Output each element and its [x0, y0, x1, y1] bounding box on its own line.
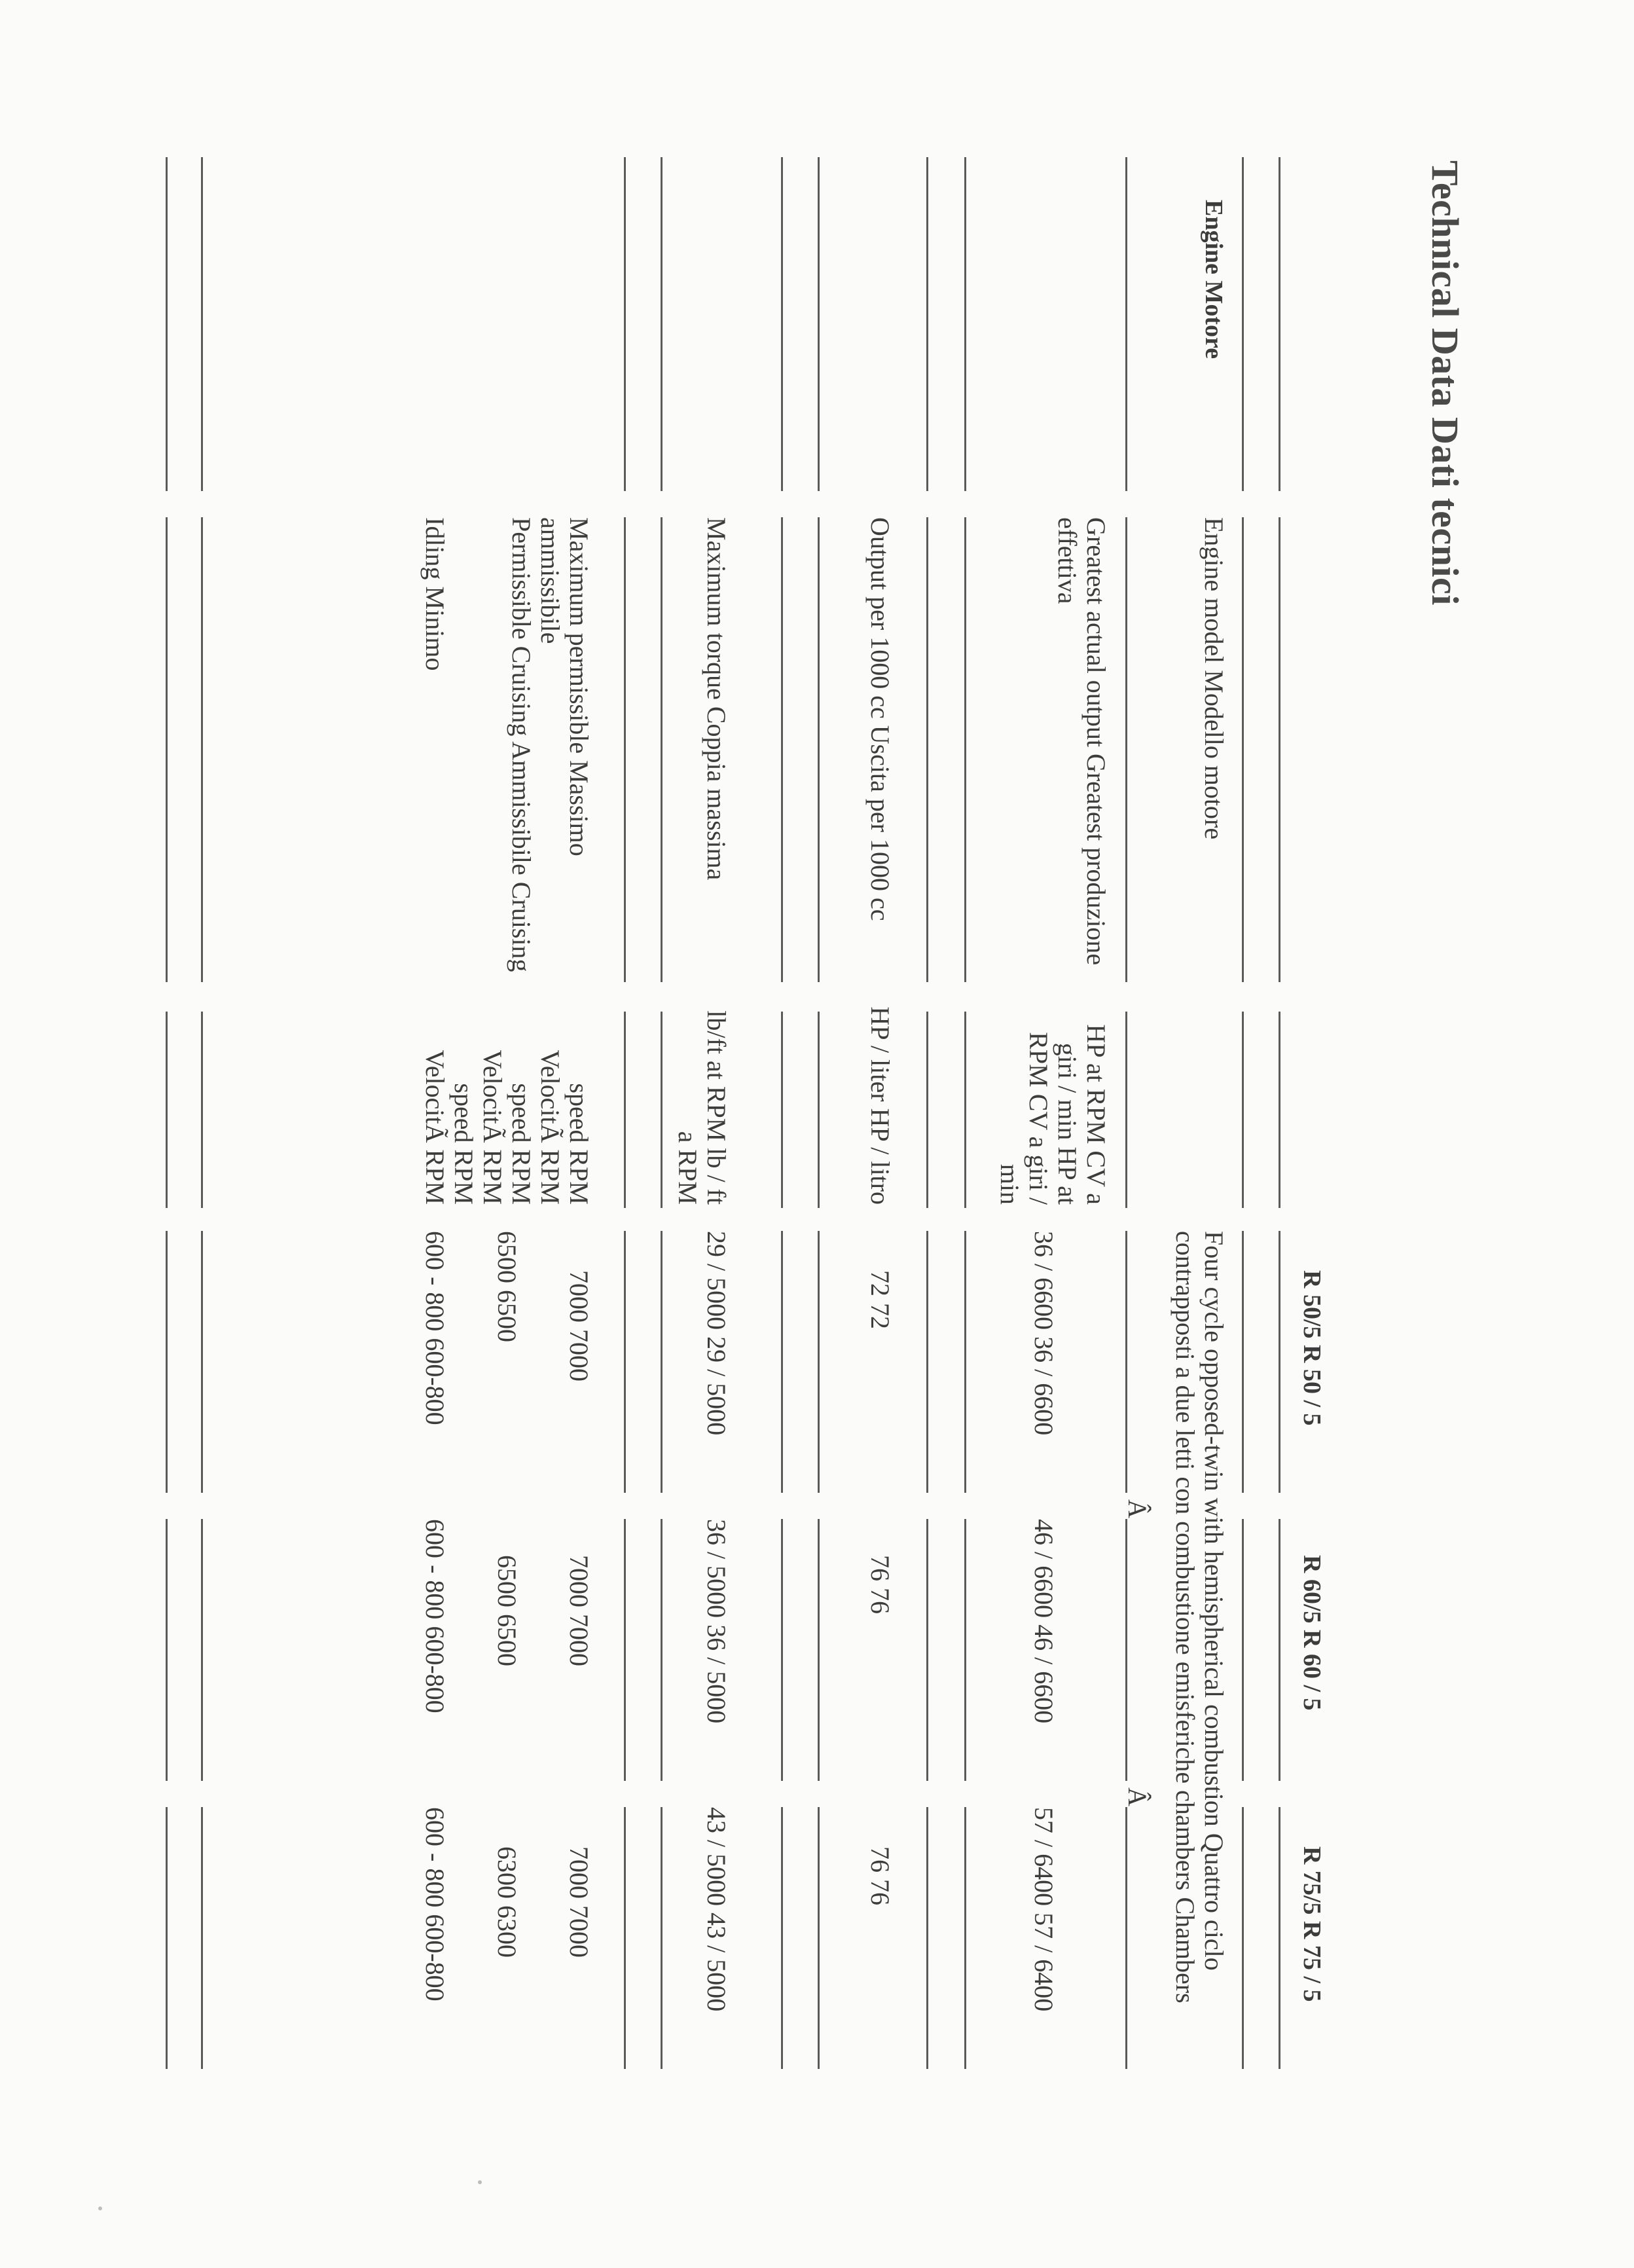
rule-line — [964, 517, 966, 982]
torque-label: Maximum torque Coppia massima — [702, 517, 731, 881]
output-per-liter-label: Output per 1000 cc Uscita per 1000 cc — [865, 517, 895, 921]
stray-character: Â — [1123, 1787, 1152, 1806]
idling-label: Idling Minimo — [420, 517, 450, 671]
rule-line — [1279, 1012, 1280, 1208]
torque-unit: lb/ft at RPM lb / ft a RPM — [673, 1010, 731, 1205]
rule-line — [964, 1519, 966, 1781]
output-per-liter-r50: 72 72 — [865, 1270, 895, 1329]
rule-line — [1242, 1519, 1244, 1781]
rule-line — [1242, 1231, 1244, 1493]
rule-line — [781, 157, 783, 491]
output-unit: HP at RPM CV a giri / min HP at RPM CV a giri / min — [995, 1024, 1111, 1205]
rule-line — [661, 1012, 663, 1208]
rule-line — [1125, 1519, 1127, 1781]
rule-line — [624, 517, 626, 982]
rule-line — [1125, 517, 1127, 982]
engine-model-label: Engine model Modello motore — [1199, 517, 1229, 840]
rule-line — [818, 1231, 820, 1493]
rule-line — [964, 1012, 966, 1208]
rule-line — [926, 1807, 928, 2069]
rule-line — [781, 1807, 783, 2069]
page-title: Technical Data Dati tecnici — [1424, 160, 1466, 606]
cruising-speed-r60: 6500 6500 — [492, 1555, 522, 1666]
output-r75: 57 / 6400 57 / 6400 — [1029, 1807, 1059, 2012]
output-per-liter-r60: 76 76 — [865, 1555, 895, 1614]
rule-line — [964, 1807, 966, 2069]
rule-line — [1279, 517, 1280, 982]
output-label: Greatest actual output Greatest produzione effettiva — [1053, 517, 1111, 966]
rule-line — [818, 517, 820, 982]
rule-line — [926, 1519, 928, 1781]
rule-line — [1242, 157, 1244, 491]
stray-character: Â — [1123, 1499, 1152, 1518]
rule-line — [661, 1807, 663, 2069]
rule-line — [781, 1519, 783, 1781]
output-per-liter-r75: 76 76 — [865, 1846, 895, 1905]
rule-line — [624, 1012, 626, 1208]
max-speed-unit: speed RPM VelocitÃ RPM — [536, 1050, 594, 1205]
idling-unit: speed RPM VelocitÃ RPM — [420, 1050, 479, 1205]
rule-line — [781, 517, 783, 982]
rule-line — [166, 1231, 168, 1493]
rule-line — [818, 1012, 820, 1208]
idling-r50: 600 - 800 600-800 — [420, 1231, 450, 1425]
rule-line — [1279, 1807, 1280, 2069]
rule-line — [1242, 517, 1244, 982]
rule-line — [818, 1519, 820, 1781]
rule-line — [661, 157, 663, 491]
rule-line — [201, 1231, 203, 1493]
rule-line — [201, 1012, 203, 1208]
cruising-speed-label: Permissible Cruising Ammissibile Cruising — [507, 517, 536, 972]
rule-line — [166, 517, 168, 982]
rule-line — [926, 1231, 928, 1493]
rule-line — [661, 517, 663, 982]
rule-line — [926, 157, 928, 491]
scan-speck — [478, 2180, 482, 2184]
rule-line — [166, 1012, 168, 1208]
max-speed-r60: 7000 7000 — [564, 1555, 594, 1666]
rule-line — [1125, 157, 1127, 491]
rule-line — [1125, 1807, 1127, 2069]
rule-line — [926, 517, 928, 982]
torque-r75: 43 / 5000 43 / 5000 — [702, 1807, 731, 2012]
rule-line — [661, 1519, 663, 1781]
cruising-speed-r75: 6300 6300 — [492, 1846, 522, 1958]
rule-line — [166, 1519, 168, 1781]
rule-line — [201, 1807, 203, 2069]
rule-line — [964, 1231, 966, 1493]
column-header-r75: R 75/5 R 75 / 5 — [1298, 1846, 1326, 2002]
rule-line — [201, 517, 203, 982]
idling-r60: 600 - 800 600-800 — [420, 1519, 450, 1713]
rule-line — [201, 157, 203, 491]
max-speed-label: Maximum permissible Massimo ammissibile — [536, 517, 594, 856]
rule-line — [926, 1012, 928, 1208]
max-speed-r50: 7000 7000 — [564, 1270, 594, 1381]
rule-line — [661, 1231, 663, 1493]
section-label: Engine Motore — [1200, 200, 1227, 359]
rule-line — [201, 1519, 203, 1781]
rule-line — [964, 157, 966, 491]
rule-line — [1125, 1231, 1127, 1493]
rule-line — [818, 157, 820, 491]
rule-line — [781, 1231, 783, 1493]
output-per-liter-unit: HP / liter HP / litro — [865, 1006, 895, 1205]
idling-r75: 600 - 800 600-800 — [420, 1807, 450, 2002]
rule-line — [818, 1807, 820, 2069]
rule-line — [1125, 1012, 1127, 1208]
rule-line — [1242, 1012, 1244, 1208]
rule-line — [781, 1012, 783, 1208]
output-r50: 36 / 6600 36 / 6600 — [1029, 1231, 1059, 1436]
cruising-speed-unit: speed RPM VelocitÃ RPM — [478, 1050, 536, 1205]
column-header-r60: R 60/5 R 60 / 5 — [1298, 1555, 1326, 1711]
scan-speck — [98, 2206, 102, 2210]
rule-line — [1279, 1519, 1280, 1781]
column-header-r50: R 50/5 R 50 / 5 — [1298, 1270, 1326, 1426]
rule-line — [166, 1807, 168, 2069]
torque-r50: 29 / 5000 29 / 5000 — [702, 1231, 731, 1436]
rule-line — [166, 157, 168, 491]
rule-line — [624, 1807, 626, 2069]
rule-line — [1279, 1231, 1280, 1493]
rule-line — [624, 1231, 626, 1493]
output-r60: 46 / 6600 46 / 6600 — [1029, 1519, 1059, 1724]
rule-line — [1242, 1807, 1244, 2069]
rule-line — [1279, 157, 1280, 491]
cruising-speed-r50: 6500 6500 — [492, 1231, 522, 1342]
rule-line — [624, 1519, 626, 1781]
engine-model-value: Four cycle opposed-twin with hemispherical combustion Quattro ciclo contrapposti a due letti con combustione emisferiche chambers Chambers — [1171, 1231, 1229, 2003]
torque-r60: 36 / 5000 36 / 5000 — [702, 1519, 731, 1724]
rule-line — [624, 157, 626, 491]
max-speed-r75: 7000 7000 — [564, 1846, 594, 1958]
